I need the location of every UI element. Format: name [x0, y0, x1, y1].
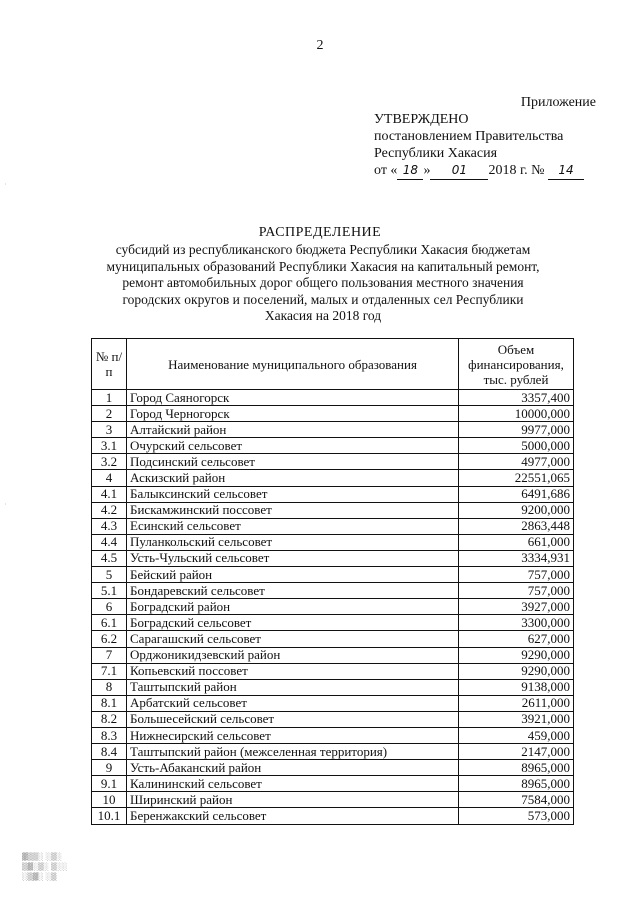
row-sum: 2147,000 — [459, 744, 574, 760]
table-row — [92, 647, 574, 663]
row-number: 8.4 — [92, 744, 127, 760]
date-prefix: от « — [374, 163, 398, 178]
row-sum: 4977,000 — [459, 454, 574, 470]
handwritten-day: 18 — [397, 162, 423, 180]
row-name: Город Саяногорск — [127, 390, 459, 406]
row-name: Аскизский район — [127, 470, 459, 486]
row-number: 9.1 — [92, 776, 127, 792]
row-name: Подсинский сельсовет — [127, 454, 459, 470]
table-row — [92, 454, 574, 470]
row-sum: 3357,400 — [459, 390, 574, 406]
row-number: 6.1 — [92, 615, 127, 631]
row-name: Есинский сельсовет — [127, 518, 459, 534]
row-sum: 2611,000 — [459, 695, 574, 711]
row-name: Усть-Абаканский район — [127, 760, 459, 776]
row-name: Беренжакский сельсовет — [127, 808, 459, 824]
approval-block — [374, 111, 584, 180]
row-name: Большесейский сельсовет — [127, 711, 459, 727]
stamp-mark: ▓▒▒░ ░▒░ ▒▓░▒░ ▒░░ ░▒▓░ ░▒ — [22, 853, 68, 881]
date-mid: » — [423, 163, 431, 178]
row-number: 8.3 — [92, 727, 127, 743]
row-sum: 6491,686 — [459, 486, 574, 502]
row-number: 4.4 — [92, 534, 127, 550]
row-sum: 573,000 — [459, 808, 574, 824]
row-name: Ширинский район — [127, 792, 459, 808]
row-number: 4.5 — [92, 550, 127, 566]
approval-line-2: Республики Хакасия — [374, 146, 498, 161]
table-row — [92, 422, 574, 438]
row-sum: 3927,000 — [459, 599, 574, 615]
table-row — [92, 534, 574, 550]
row-name: Таштыпский район (межселенная территория) — [127, 744, 459, 760]
row-name: Нижнесирский сельсовет — [127, 727, 459, 743]
row-sum: 3300,000 — [459, 615, 574, 631]
row-name: Усть-Чульский сельсовет — [127, 550, 459, 566]
row-name: Арбатский сельсовет — [127, 695, 459, 711]
row-name: Боградский район — [127, 599, 459, 615]
row-name: Алтайский район — [127, 422, 459, 438]
table-row — [92, 518, 574, 534]
row-number: 7.1 — [92, 663, 127, 679]
row-sum: 9290,000 — [459, 663, 574, 679]
table-body — [92, 390, 574, 825]
row-name: Город Черногорск — [127, 406, 459, 422]
row-number: 7 — [92, 647, 127, 663]
table-row — [92, 711, 574, 727]
row-number: 2 — [92, 406, 127, 422]
row-sum: 10000,000 — [459, 406, 574, 422]
row-name: Бискамжинский поссовет — [127, 502, 459, 518]
table-row — [92, 744, 574, 760]
margin-mark: · — [4, 180, 7, 189]
row-name: Очурский сельсовет — [127, 438, 459, 454]
row-sum: 7584,000 — [459, 792, 574, 808]
row-number: 4.1 — [92, 486, 127, 502]
table-row — [92, 663, 574, 679]
table-row — [92, 406, 574, 422]
row-number: 9 — [92, 760, 127, 776]
row-name: Орджоникидзевский район — [127, 647, 459, 663]
row-number: 5 — [92, 567, 127, 583]
row-sum: 2863,448 — [459, 518, 574, 534]
row-number: 8.2 — [92, 711, 127, 727]
row-sum: 9138,000 — [459, 679, 574, 695]
page-number: 2 — [316, 38, 324, 53]
row-sum: 459,000 — [459, 727, 574, 743]
number-prefix: № — [531, 163, 545, 178]
table-row — [92, 808, 574, 824]
row-sum: 661,000 — [459, 534, 574, 550]
header-sum: Объем финансирования, тыс. рублей — [459, 339, 574, 390]
table-row — [92, 486, 574, 502]
row-sum: 8965,000 — [459, 776, 574, 792]
table-row — [92, 390, 574, 406]
row-name: Бейский район — [127, 567, 459, 583]
row-number: 8.1 — [92, 695, 127, 711]
table-row — [92, 438, 574, 454]
row-sum: 627,000 — [459, 631, 574, 647]
table-row — [92, 583, 574, 599]
row-sum: 3921,000 — [459, 711, 574, 727]
row-sum: 22551,065 — [459, 470, 574, 486]
table-row — [92, 502, 574, 518]
handwritten-month: 01 — [430, 162, 488, 180]
table-row — [92, 567, 574, 583]
row-sum: 9977,000 — [459, 422, 574, 438]
row-name: Таштыпский район — [127, 679, 459, 695]
table-row — [92, 550, 574, 566]
table-row — [92, 727, 574, 743]
appendix-label: Приложение — [520, 95, 596, 110]
row-number: 8 — [92, 679, 127, 695]
row-name: Боградский сельсовет — [127, 615, 459, 631]
row-number: 4.3 — [92, 518, 127, 534]
year-text: 2018 г. — [488, 163, 528, 178]
row-name: Сарагашский сельсовет — [127, 631, 459, 647]
row-name: Бондаревский сельсовет — [127, 583, 459, 599]
table-row — [92, 776, 574, 792]
table-row — [92, 679, 574, 695]
row-sum: 757,000 — [459, 583, 574, 599]
row-sum: 9200,000 — [459, 502, 574, 518]
row-number: 4.2 — [92, 502, 127, 518]
row-sum: 9290,000 — [459, 647, 574, 663]
row-name: Копьевский поссовет — [127, 663, 459, 679]
document-title: РАСПРЕДЕЛЕНИЕ — [258, 225, 382, 240]
row-number: 3.1 — [92, 438, 127, 454]
table-row — [92, 470, 574, 486]
row-number: 4 — [92, 470, 127, 486]
table-row — [92, 760, 574, 776]
table-row — [92, 695, 574, 711]
approval-date-line — [374, 162, 584, 180]
header-num: № п/п — [92, 339, 127, 390]
row-sum: 5000,000 — [459, 438, 574, 454]
row-number: 6 — [92, 599, 127, 615]
row-number: 10 — [92, 792, 127, 808]
table-row — [92, 631, 574, 647]
row-name: Калининский сельсовет — [127, 776, 459, 792]
document-subtitle: субсидий из республиканского бюджета Республики Хакасия бюджетам муниципальных образований Республики Хакасия на капитальный ремонт, ремонт автомобильных дорог общего пользования местного значения городских округов и поселений, малых и отдаленных сел Республики Хакасия на 2018 год — [106, 242, 540, 323]
row-number: 1 — [92, 390, 127, 406]
handwritten-number: 14 — [548, 162, 584, 180]
row-sum: 3334,931 — [459, 550, 574, 566]
row-sum: 757,000 — [459, 567, 574, 583]
row-number: 6.2 — [92, 631, 127, 647]
table-row — [92, 599, 574, 615]
row-name: Пуланкольский сельсовет — [127, 534, 459, 550]
row-number: 3.2 — [92, 454, 127, 470]
table-row — [92, 792, 574, 808]
row-number: 3 — [92, 422, 127, 438]
margin-mark: · — [4, 500, 7, 509]
row-number: 10.1 — [92, 808, 127, 824]
row-number: 5.1 — [92, 583, 127, 599]
table-header-row — [92, 339, 574, 390]
table-row — [92, 615, 574, 631]
row-name: Балыксинский сельсовет — [127, 486, 459, 502]
header-name: Наименование муниципального образования — [127, 339, 459, 390]
distribution-table — [91, 338, 574, 825]
approval-line-1: постановлением Правительства — [374, 129, 564, 144]
approval-heading: УТВЕРЖДЕНО — [374, 112, 469, 127]
row-sum: 8965,000 — [459, 760, 574, 776]
